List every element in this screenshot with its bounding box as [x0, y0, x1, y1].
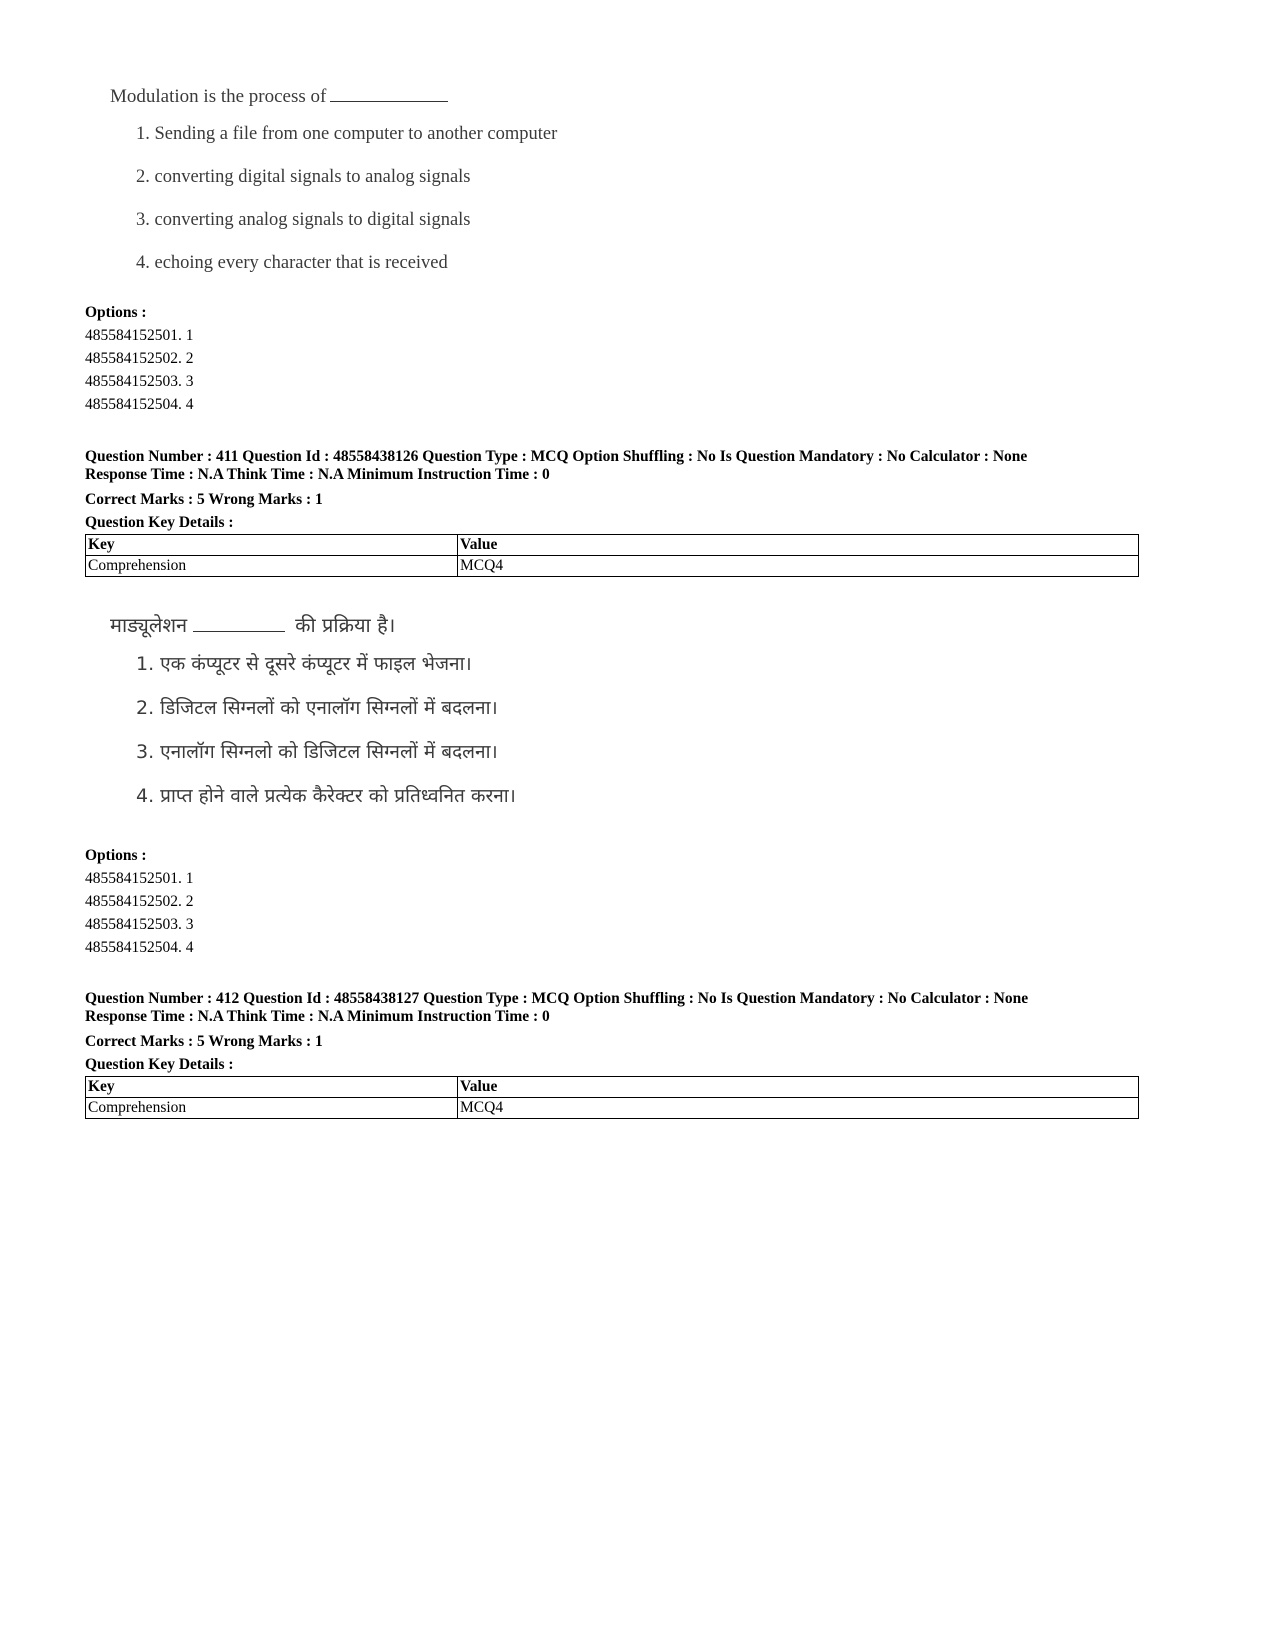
question-option-4: 4. echoing every character that is received: [136, 253, 448, 273]
option-id-4: 485584152504. 4: [85, 939, 194, 956]
option-id-2: 485584152502. 2: [85, 893, 194, 910]
question-image-hindi: [110, 610, 516, 808]
question-stem: [110, 82, 557, 112]
question-marks: Correct Marks : 5 Wrong Marks : 1: [85, 1033, 323, 1050]
question-meta-line-1: Question Number : 411 Question Id : 48558438126 Question Type : MCQ Option Shuffling : No Is Question Mandatory : No Calculator : None: [85, 448, 1028, 465]
question-meta-line-1: Question Number : 412 Question Id : 48558438127 Question Type : MCQ Option Shuffling : No Is Question Mandatory : No Calculator : None: [85, 990, 1029, 1007]
question-meta-line-2: Response Time : N.A Think Time : N.A Minimum Instruction Time : 0: [85, 1008, 550, 1025]
question-marks: Correct Marks : 5 Wrong Marks : 1: [85, 491, 323, 508]
question-key-table: [85, 534, 1139, 577]
question-option-3: 3. converting analog signals to digital signals: [136, 210, 471, 230]
table-row: [86, 1098, 1139, 1119]
table-header-key: Key: [86, 1077, 458, 1098]
question-option-4: 4. प्राप्त होने वाले प्रत्येक कैरेक्टर को प्रतिध्वनित करना।: [136, 785, 516, 807]
option-id-2: 485584152502. 2: [85, 350, 194, 367]
question-option-1: 1. एक कंप्यूटर से दूसरे कंप्यूटर में फाइल भेजना।: [136, 653, 472, 675]
question-stem-text-after: की प्रक्रिया है।: [295, 613, 396, 637]
question-metadata: [85, 990, 1140, 1119]
question-key-table: [85, 1076, 1139, 1119]
question-metadata: [85, 448, 1140, 577]
table-row: [86, 556, 1139, 577]
option-id-3: 485584152503. 3: [85, 373, 194, 390]
option-id-1: 485584152501. 1: [85, 870, 194, 887]
options-label: Options :: [85, 304, 147, 321]
option-id-1: 485584152501. 1: [85, 327, 194, 344]
options-label: Options :: [85, 847, 147, 864]
option-id-3: 485584152503. 3: [85, 916, 194, 933]
table-cell-value: MCQ4: [458, 1098, 1139, 1119]
table-header-row: [86, 1077, 1139, 1098]
question-key-details-label: Question Key Details :: [85, 514, 234, 531]
question-stem-text: Modulation is the process of: [110, 86, 327, 107]
table-cell-value: MCQ4: [458, 556, 1139, 577]
question-stem-text-before: माड्यूलेशन: [110, 613, 188, 637]
table-header-value: Value: [458, 535, 1139, 556]
question-stem: [110, 610, 516, 640]
question-key-details-label: Question Key Details :: [85, 1056, 234, 1073]
answer-blank: [330, 85, 448, 102]
options-block: [85, 301, 1140, 416]
question-option-2: 2. converting digital signals to analog signals: [136, 167, 471, 187]
question-option-1: 1. Sending a file from one computer to another computer: [136, 124, 558, 144]
table-cell-key: Comprehension: [86, 556, 458, 577]
table-header-row: [86, 535, 1139, 556]
question-meta-line-2: Response Time : N.A Think Time : N.A Minimum Instruction Time : 0: [85, 466, 550, 483]
question-image-english: [110, 82, 557, 275]
question-option-3: 3. एनालॉग सिग्नलो को डिजिटल सिग्नलों में बदलना।: [136, 741, 498, 763]
table-header-value: Value: [458, 1077, 1139, 1098]
table-header-key: Key: [86, 535, 458, 556]
options-block: [85, 844, 1140, 959]
option-id-4: 485584152504. 4: [85, 396, 194, 413]
question-option-2: 2. डिजिटल सिग्नलों को एनालॉग सिग्नलों में बदलना।: [136, 697, 498, 719]
answer-blank: [193, 615, 285, 632]
table-cell-key: Comprehension: [86, 1098, 458, 1119]
